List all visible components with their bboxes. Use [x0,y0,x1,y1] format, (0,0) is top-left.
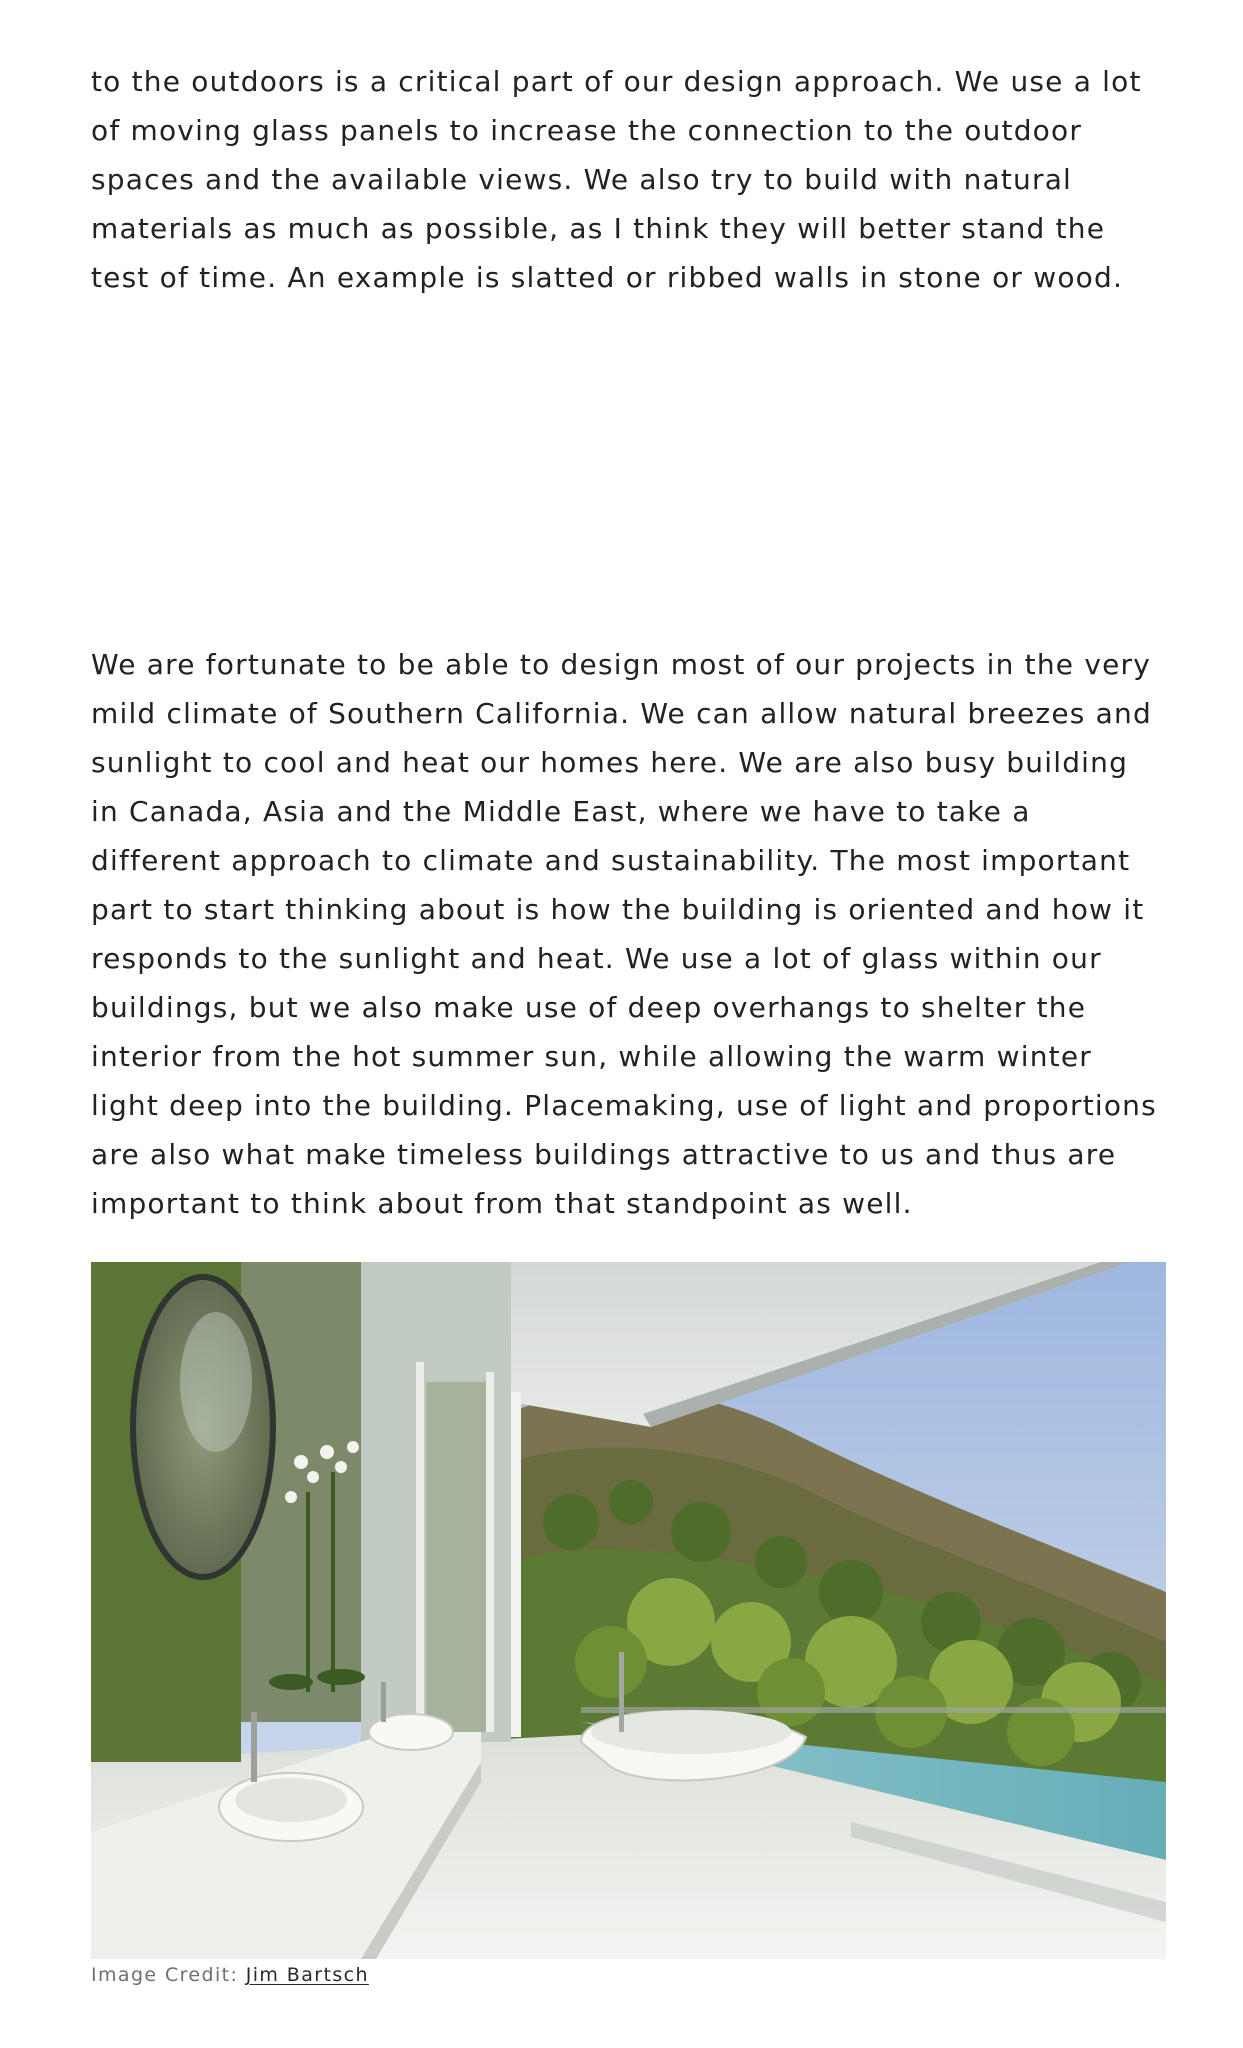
image-caption [91,1962,369,1988]
photographer-credit-link[interactable]: Jim Bartsch [245,1964,369,1986]
article-photo [91,1262,1166,1959]
article-paragraph: to the outdoors is a critical part of our design approach. We use a lot of moving glass panels to increase the connection to the outdoor spaces and the available views. We also try to build with natural materials as much as possible, as I think they will better stand the test of time. An example is slatted or ribbed walls in stone or wood. [91,65,1142,294]
article-paragraph: We are fortunate to be able to design most of our projects in the very mild climate of Southern California. We can allow natural breezes and sunlight to cool and heat our homes here. We are also busy building in Canada, Asia and the Middle East, where we have to take a different approach to climate and sustainability. The most important part to start thinking about is how the building is oriented and how it responds to the sunlight and heat. We use a lot of glass within our buildings, but we also make use of deep overhangs to shelter the interior from the hot summer sun, while allowing the warm winter light deep into the building. Placemaking, use of light and proportions are also what make timeless buildings attractive to us and thus are important to think about from that standpoint as well. [91,648,1157,1220]
caption-prefix: Image Credit: [91,1964,239,1986]
